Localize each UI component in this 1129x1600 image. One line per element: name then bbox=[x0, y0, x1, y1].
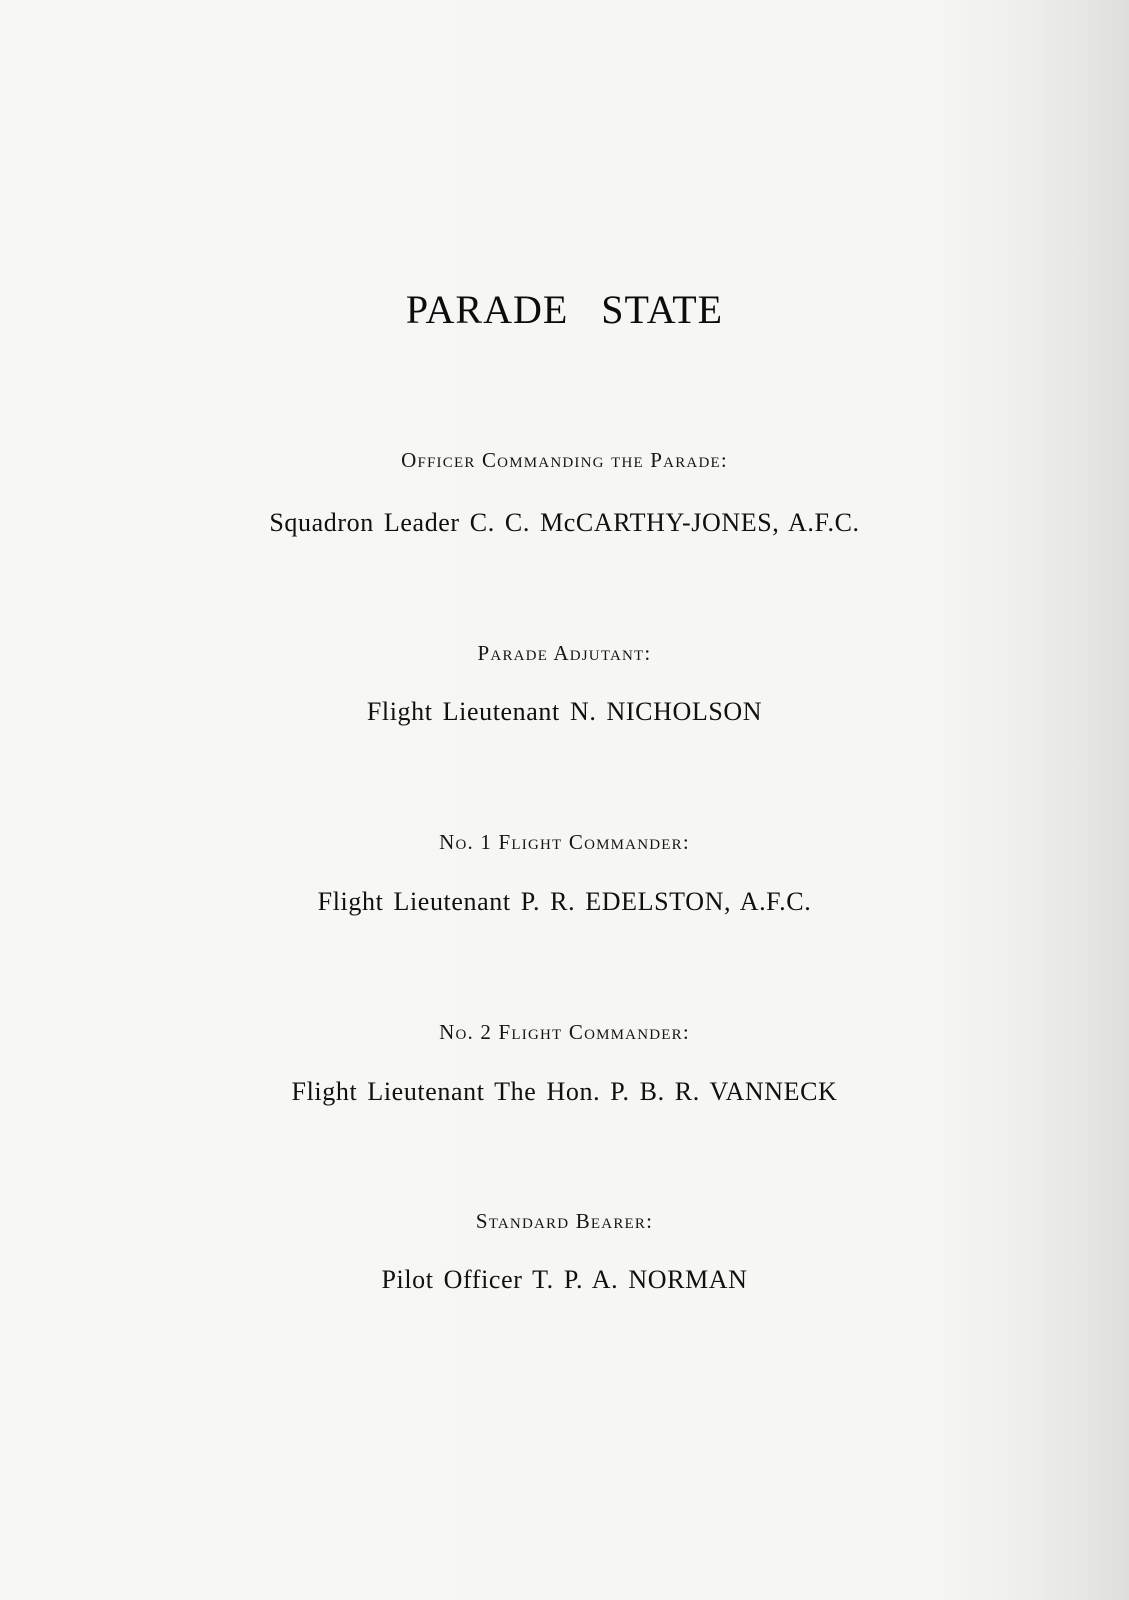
name-parade-adjutant: Flight Lieutenant N. NICHOLSON bbox=[366, 697, 763, 726]
name-no1-flight-commander: Flight Lieutenant P. R. EDELSTON, A.F.C. bbox=[317, 887, 812, 916]
role-no1-flight-commander: No. 1 Flight Commander: bbox=[439, 830, 690, 854]
role-no2-flight-commander: No. 2 Flight Commander: bbox=[439, 1020, 690, 1044]
name-no2-flight-commander: Flight Lieutenant The Hon. P. B. R. VANNECK bbox=[291, 1077, 838, 1106]
name-officer-commanding: Squadron Leader C. C. McCARTHY-JONES, A.F.C. bbox=[269, 508, 860, 537]
role-officer-commanding: Officer Commanding the Parade: bbox=[401, 448, 728, 472]
role-standard-bearer: Standard Bearer: bbox=[475, 1209, 654, 1233]
bleed-through-shadow bbox=[0, 130, 1129, 166]
name-standard-bearer: Pilot Officer T. P. A. NORMAN bbox=[381, 1265, 748, 1294]
role-parade-adjutant: Parade Adjutant: bbox=[477, 641, 652, 665]
page-title: PARADE STATE bbox=[405, 287, 724, 332]
